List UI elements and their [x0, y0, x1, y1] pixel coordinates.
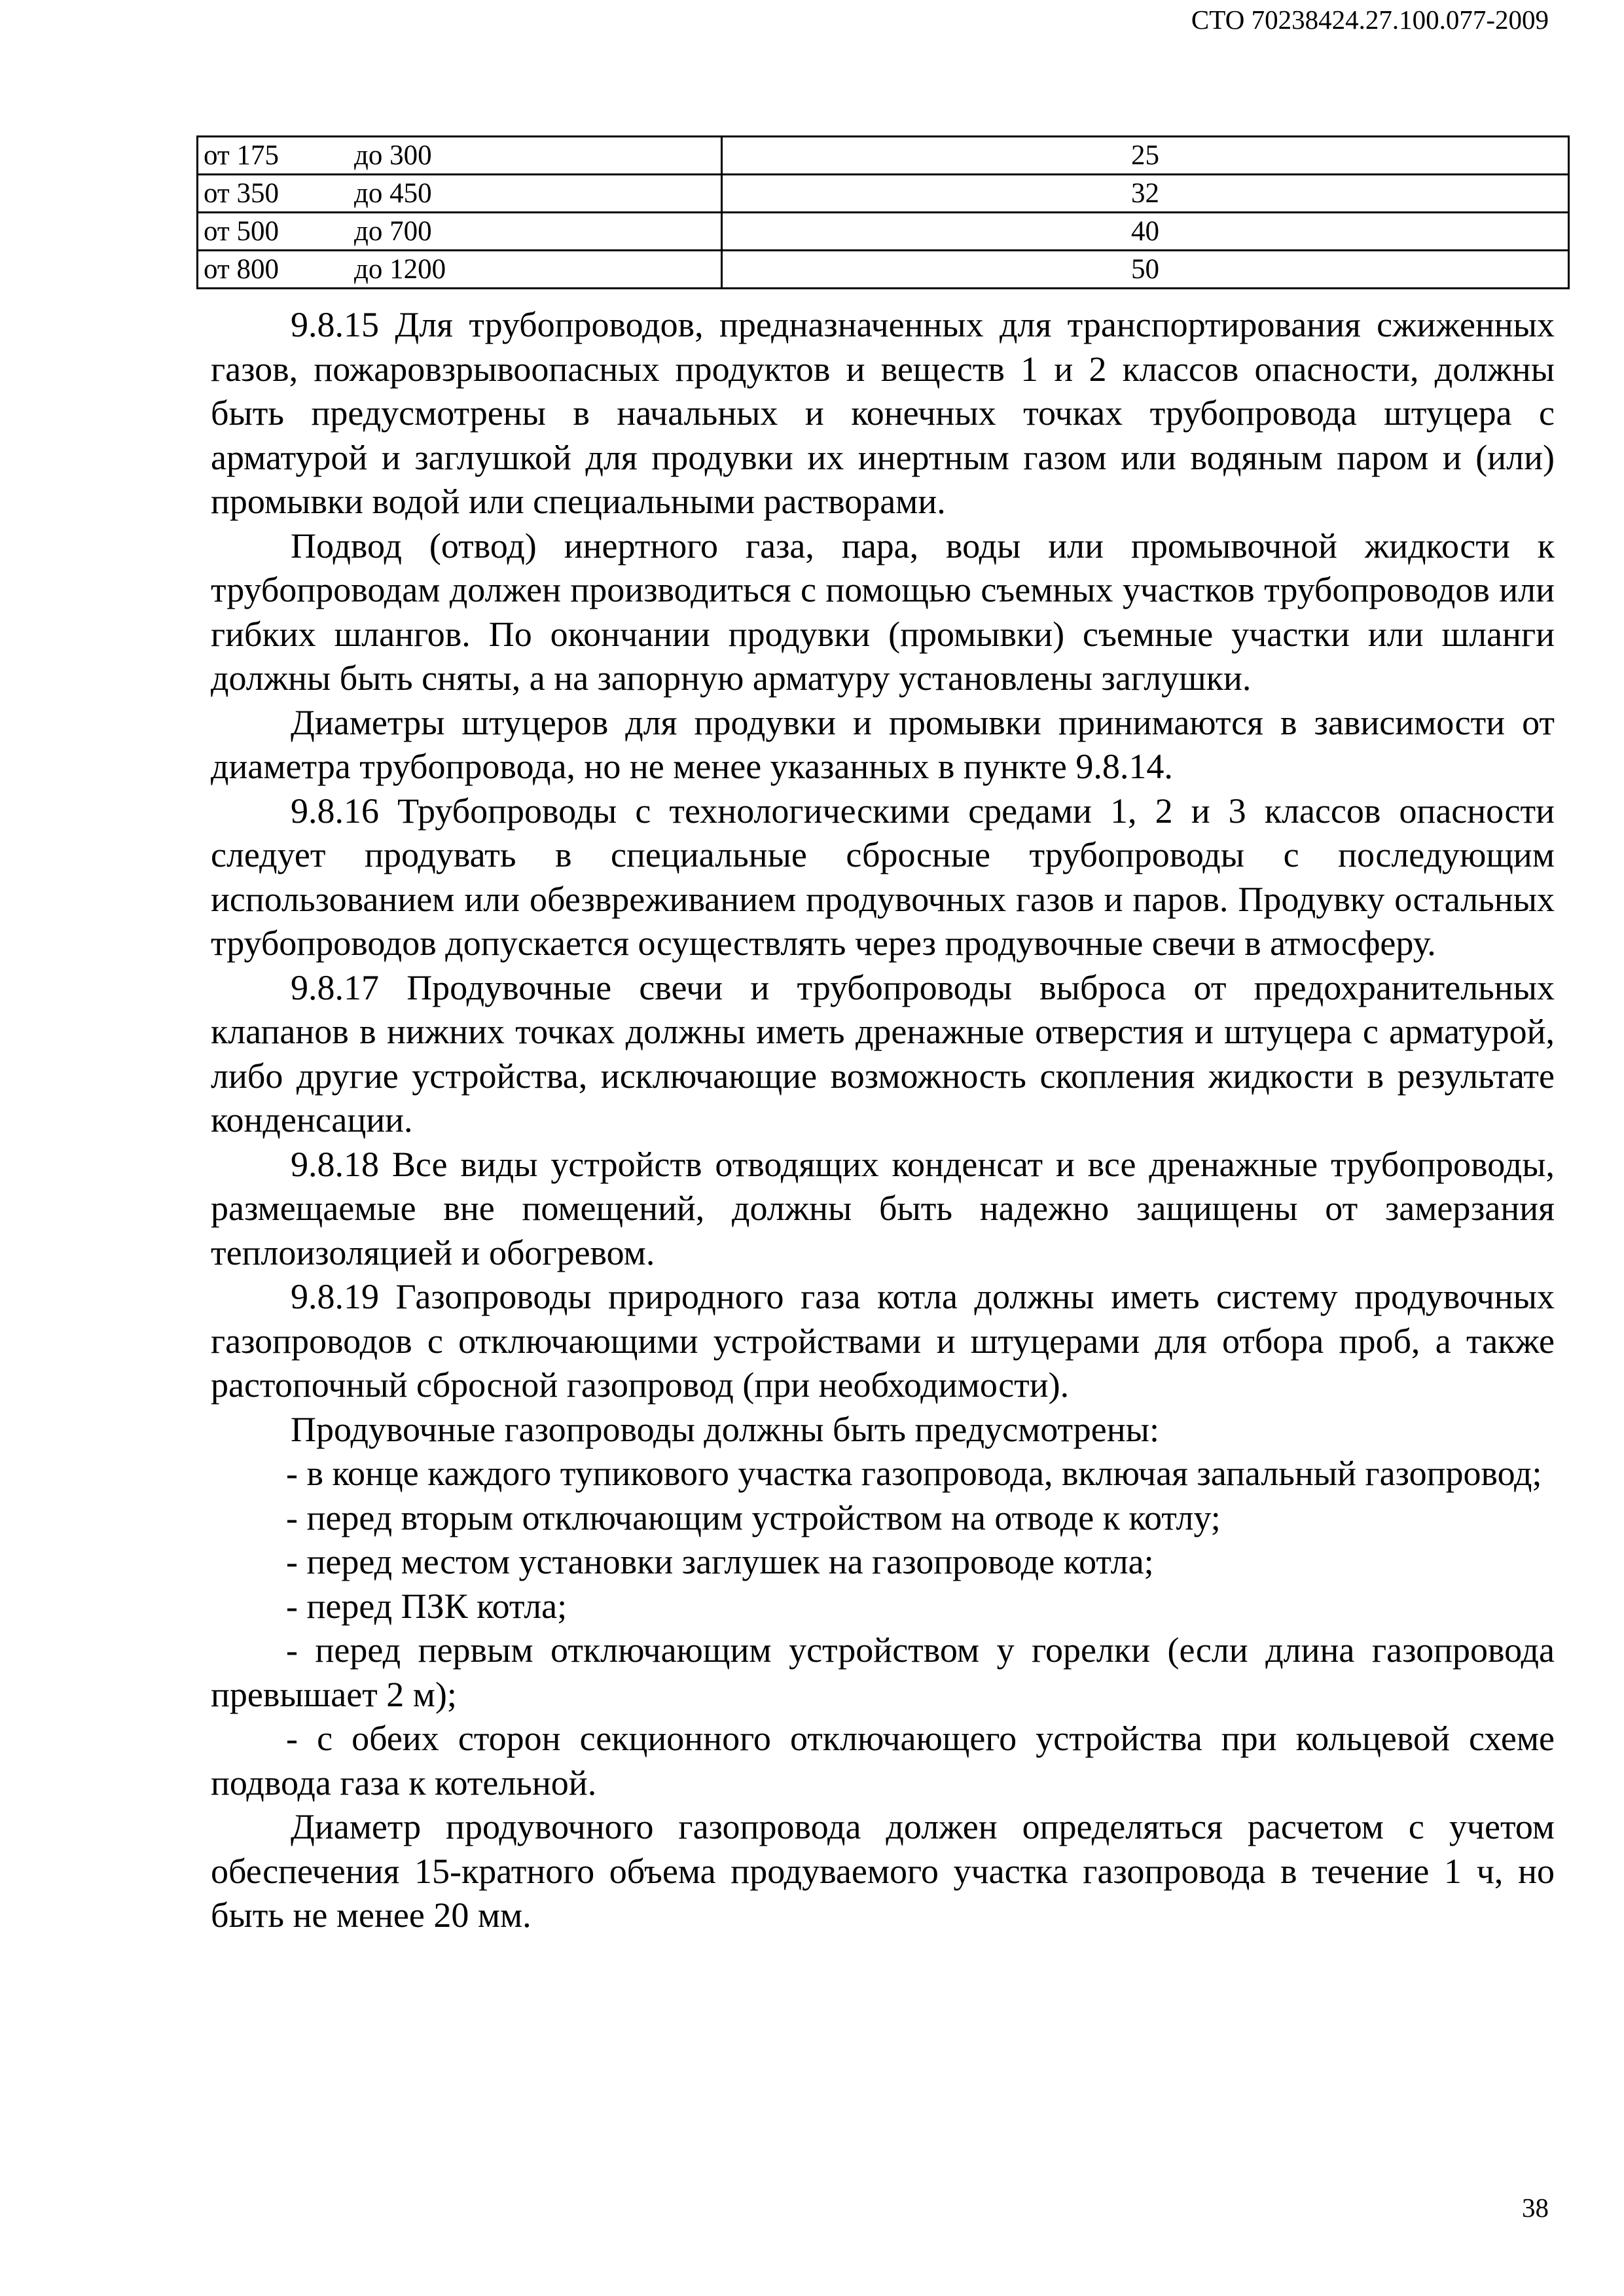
list-item: - в конце каждого тупикового участка газопровода, включая запальный газопровод; — [286, 1454, 1542, 1493]
range-from: от 500 — [204, 216, 279, 247]
paragraph-purge-connection: Подвод (отвод) инертного газа, пара, воды или промывочной жидкости к трубопроводам должен производиться с помощью съемных участков трубопроводов или гибких шлангов. По окончании продувки (промывки) съемные участки или шланги должны быть сняты, а на запорную арматуру установлены заглушки. — [211, 526, 1555, 698]
document-body — [211, 303, 1555, 1938]
paragraph-9-8-18: 9.8.18 Все виды устройств отводящих конденсат и все дренажные трубопроводы, размещаемые вне помещений, должны быть надежно защищены от замерзания теплоизоляцией и обогревом. — [211, 1144, 1555, 1272]
diameter-range-cell — [198, 175, 722, 213]
range-from: от 350 — [204, 178, 279, 209]
range-to: до 450 — [354, 178, 432, 209]
paragraph-9-8-15: 9.8.15 Для трубопроводов, предназначенных для транспортирования сжиженных газов, пожаровзрывоопасных продуктов и веществ 1 и 2 классов опасности, должны быть предусмотрены в начальных и конечных точках трубопровода штуцера с арматурой и заглушкой для продувки их инертным газом или водяным паром и (или) промывки водой или специальными растворами. — [211, 305, 1555, 521]
fitting-diameter-cell: 25 — [722, 137, 1569, 175]
page-number: 38 — [1522, 2193, 1549, 2223]
range-from: от 800 — [204, 254, 279, 285]
paragraph-purge-lines-intro: Продувочные газопроводы должны быть предусмотрены: — [291, 1409, 1159, 1449]
fitting-diameter-cell: 40 — [722, 213, 1569, 251]
list-item: - перед первым отключающим устройством у горелки (если длина газопровода превышает 2 м); — [211, 1630, 1555, 1714]
paragraph-purge-diameter: Диаметр продувочного газопровода должен определяться расчетом с учетом обеспечения 15-кратного объема продуваемого участка газопровода в течение 1 ч, но быть не менее 20 мм. — [211, 1807, 1555, 1935]
diameter-range-cell — [198, 251, 722, 289]
paragraph-fitting-diameters: Диаметры штуцеров для продувки и промывки принимаются в зависимости от диаметра трубопровода, но не менее указанных в пункте 9.8.14. — [211, 702, 1555, 786]
list-item: - с обеих сторон секционного отключающего устройства при кольцевой схеме подвода газа к котельной. — [211, 1719, 1555, 1803]
list-item: - перед вторым отключающим устройством на отводе к котлу; — [286, 1498, 1221, 1537]
range-to: до 700 — [354, 216, 432, 247]
pipe-diameter-table — [196, 135, 1570, 289]
fitting-diameter-cell: 50 — [722, 251, 1569, 289]
paragraph-9-8-16: 9.8.16 Трубопроводы с технологическими средами 1, 2 и 3 классов опасности следует продувать в специальные сбросные трубопроводы с последующим использованием или обезвреживанием продувочных газов и паров. Продувку остальных трубопроводов допускается осуществлять через продувочные свечи в атмосферу. — [211, 791, 1555, 963]
list-item: - перед ПЗК котла; — [286, 1586, 568, 1626]
list-item: - перед местом установки заглушек на газопроводе котла; — [286, 1542, 1154, 1581]
table-row — [198, 175, 1569, 213]
range-from: от 175 — [204, 140, 279, 171]
document-code: СТО 70238424.27.100.077-2009 — [1191, 5, 1549, 35]
range-to: до 300 — [354, 140, 432, 171]
table-row — [198, 213, 1569, 251]
diameter-range-cell — [198, 137, 722, 175]
table-row — [198, 137, 1569, 175]
paragraph-9-8-17: 9.8.17 Продувочные свечи и трубопроводы выброса от предохранительных клапанов в нижних точках должны иметь дренажные отверстия и штуцера с арматурой, либо другие устройства, исключающие возможность скопления жидкости в результате конденсации. — [211, 967, 1555, 1139]
paragraph-9-8-19: 9.8.19 Газопроводы природного газа котла должны иметь систему продувочных газопроводов с отключающими устройствами и штуцерами для отбора проб, а также растопочный сбросной газопровод (при необходимости). — [211, 1277, 1555, 1405]
diameter-range-cell — [198, 213, 722, 251]
table-row — [198, 251, 1569, 289]
fitting-diameter-cell: 32 — [722, 175, 1569, 213]
range-to: до 1200 — [354, 254, 446, 285]
